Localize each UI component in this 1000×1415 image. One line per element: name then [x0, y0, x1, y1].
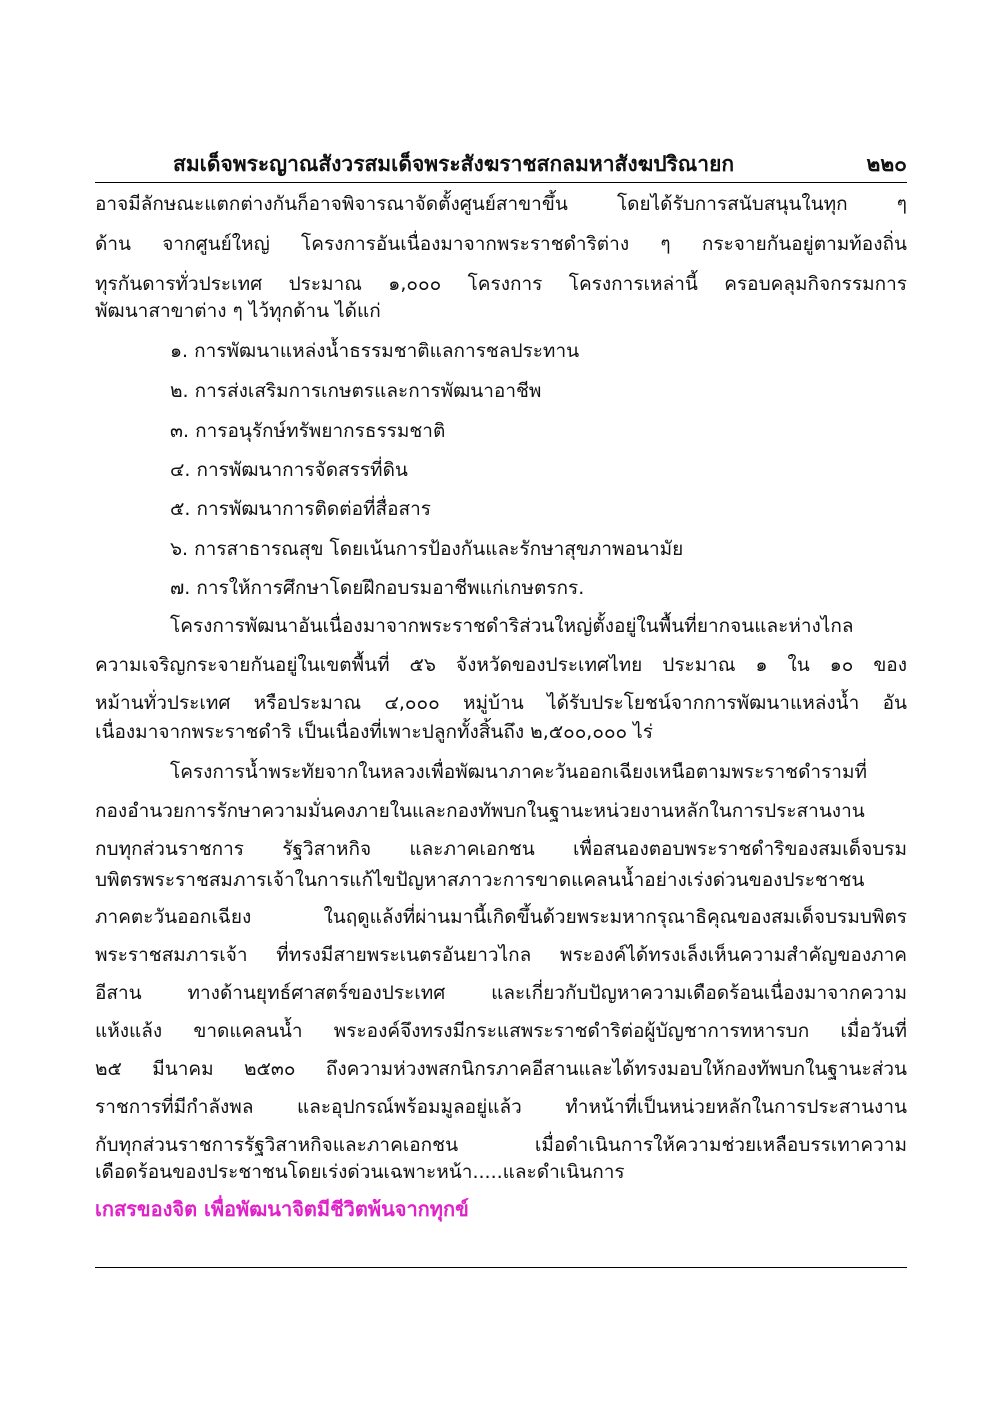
body-text-line: ทุรกันดารทั่วประเทศ ประมาณ ๑,๐๐๐ โครงการ โครงการเหล่านี้ ครอบคลุมกิจกรรมการ: [95, 273, 907, 295]
footer-divider: [95, 1267, 907, 1268]
body-text-line: โครงการน้ำพระทัยจากในหลวงเพื่อพัฒนาภาคะวันออกเฉียงเหนือตามพระราชดำรามที่: [170, 761, 868, 783]
body-text-line: เนื่องมาจากพระราชดำริ เป็นเนื่องที่เพาะปลูกทั้งสิ้นถึง ๒,๕๐๐,๐๐๐ ไร่: [95, 721, 653, 743]
body-text-line: บพิตรพระราชสมภารเจ้าในการแก้ไขปัญหาสภาวะการขาดแคลนน้ำอย่างเร่งด่วนของประชาชน: [95, 869, 865, 891]
body-text-line: พระราชสมภารเจ้า ที่ทรงมีสายพระเนตรอันยาวไกล พระองค์ได้ทรงเล็งเห็นความสำคัญของภาค: [95, 944, 907, 966]
body-text-line: ราชการที่มีกำลังพล และอุปกรณ์พร้อมมูลอยู่แล้ว ทำหน้าที่เป็นหน่วยหลักในการประสานงาน: [95, 1096, 907, 1118]
body-text-line: กับทุกส่วนราชการรัฐวิสาหกิจและภาคเอกชน เมื่อดำเนินการให้ความช่วยเหลือบรรเทาความ: [95, 1134, 907, 1156]
list-item: ๑. การพัฒนาแหล่งน้ำธรรมชาติแลการชลประทาน: [170, 340, 580, 362]
page-header: [95, 150, 907, 183]
body-text-line: กบทุกส่วนราชการ รัฐวิสาหกิจ และภาคเอกชน เพื่อสนองตอบพระราชดำริของสมเด็จบรม: [95, 838, 907, 860]
body-text-line: กองอำนวยการรักษาความมั่นคงภายในและกองทัพบกในฐานะหน่วยงานหลักในการประสานงาน: [95, 800, 865, 822]
body-text-line: อีสาน ทางด้านยุทธ์ศาสตร์ของประเทศ และเกี่ยวกับปัญหาความเดือดร้อนเนื่องมาจากความ: [95, 982, 907, 1004]
body-text-line: ภาคตะวันออกเฉียง ในฤดูแล้งที่ผ่านมานี้เกิดขึ้นด้วยพระมหากรุณาธิคุณของสมเด็จบรมบพิตร: [95, 906, 907, 928]
body-text-line: แห้งแล้ง ขาดแคลนน้ำ พระองค์จึงทรงมีกระแสพระราชดำริต่อผู้บัญชาการทหารบก เมื่อวันที่: [95, 1020, 907, 1042]
list-item: ๕. การพัฒนาการติดต่อที่สื่อสาร: [170, 498, 431, 520]
list-item: ๔. การพัฒนาการจัดสรรที่ดิน: [170, 459, 408, 481]
body-text-line: ๒๕ มีนาคม ๒๕๓๐ ถึงความห่วงพสกนิกรภาคอีสานและได้ทรงมอบให้กองทัพบกในฐานะส่วน: [95, 1058, 907, 1080]
list-item: ๖. การสาธารณสุข โดยเน้นการป้องกันและรักษาสุขภาพอนามัย: [170, 538, 684, 560]
page-number: ๒๒๐: [866, 152, 907, 176]
list-item: ๒. การส่งเสริมการเกษตรและการพัฒนาอาชีพ: [170, 380, 542, 402]
body-text-line: ด้าน จากศูนย์ใหญ่ โครงการอันเนื่องมาจากพระราชดำริต่าง ๆ กระจายกันอยู่ตามท้องถิ่น: [95, 233, 907, 255]
body-text-line: เดือดร้อนของประชาชนโดยเร่งด่วนเฉพาะหน้า.....และดำเนินการ: [95, 1161, 625, 1183]
list-item: ๓. การอนุรักษ์ทรัพยากรธรรมชาติ: [170, 420, 446, 442]
book-title: สมเด็จพระญาณสังวรสมเด็จพระสังฆราชสกลมหาสังฆปริณายก: [173, 152, 735, 176]
body-text-line: อาจมีลักษณะแตกต่างกันก็อาจพิจารณาจัดตั้งศูนย์สาขาขึ้น โดยได้รับการสนับสนุนในทุก ๆ: [95, 193, 907, 215]
list-item: ๗. การให้การศึกษาโดยฝึกอบรมอาชีพแก่เกษตรกร.: [170, 577, 585, 599]
body-text-line: หม้านทั่วประเทศ หรือประมาณ ๔,๐๐๐ หมู่บ้าน ได้รับประโยชน์จากการพัฒนาแหล่งน้ำ อัน: [95, 692, 907, 714]
body-text-line: ความเจริญกระจายกันอยู่ในเขตพื้นที่ ๕๖ จังหวัดของประเทศไทย ประมาณ ๑ ใน ๑๐ ของ: [95, 654, 907, 676]
body-text-line: พัฒนาสาขาต่าง ๆ ไว้ทุกด้าน ได้แก่: [95, 300, 381, 322]
footer-tagline: เกสรของจิต เพื่อพัฒนาจิตมีชีวิตพ้นจากทุกข์: [95, 1197, 469, 1221]
body-text-line: โครงการพัฒนาอันเนื่องมาจากพระราชดำริส่วนใหญ่ตั้งอยู่ในพื้นที่ยากจนและห่างไกล: [170, 615, 854, 637]
